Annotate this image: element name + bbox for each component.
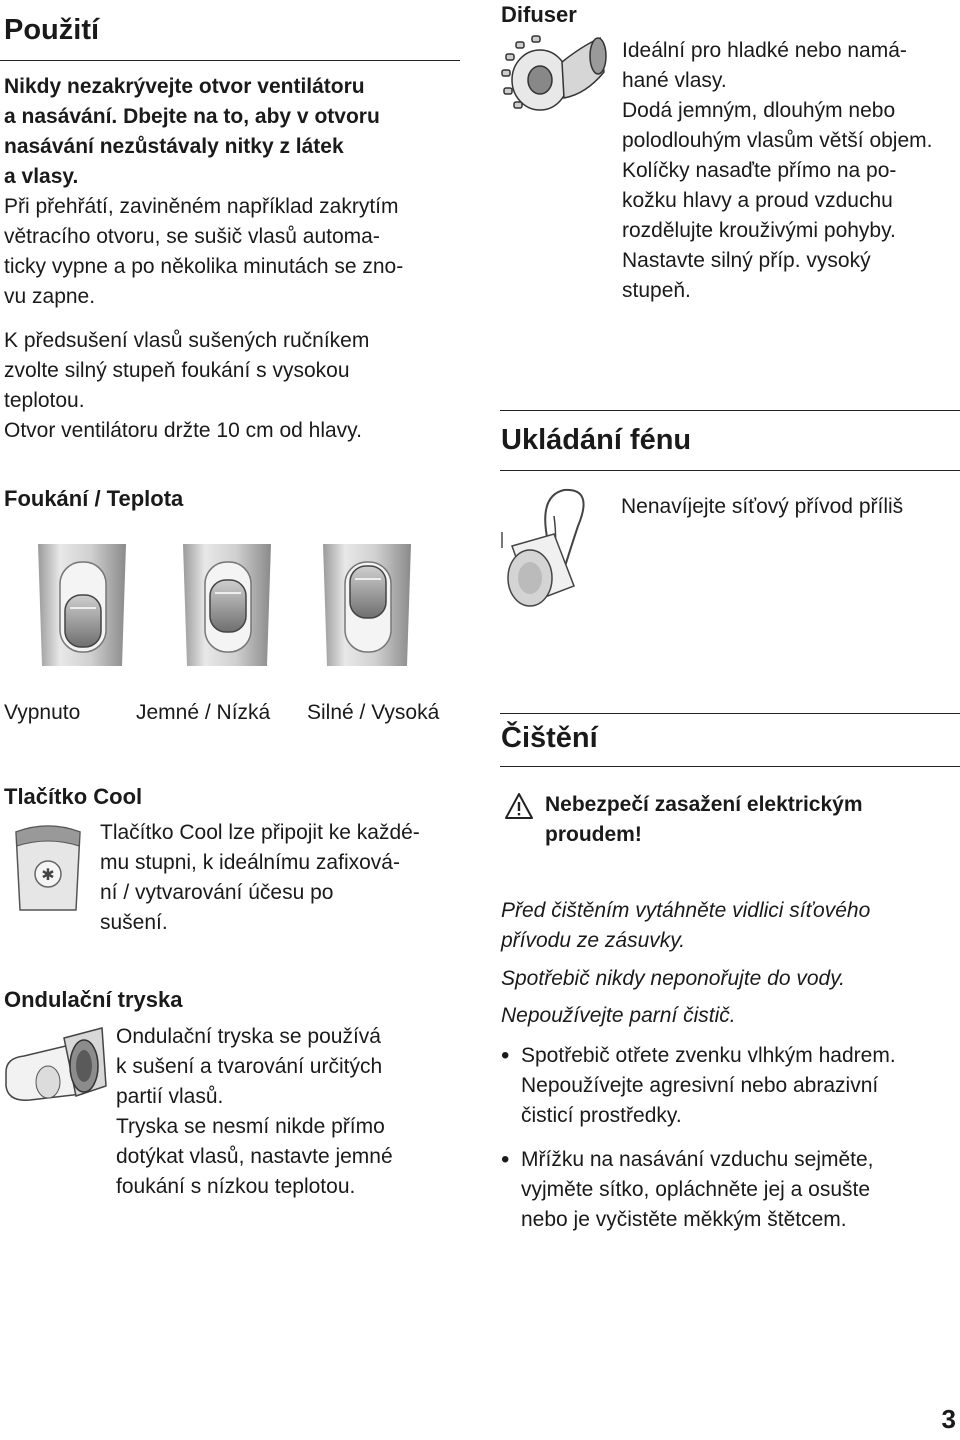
divider [500,470,960,471]
nozzle-description [116,1022,466,1202]
text-line: Otvor ventilátoru držte 10 cm od hlavy. [4,419,362,442]
text-line: rozdělujte krouživými pohyby. [622,219,896,242]
usage-warning [4,72,464,446]
divider [500,766,960,767]
text-line: proudem! [545,823,642,846]
text-line: Nepoužívejte parní čistič. [501,1004,736,1027]
divider [500,713,960,714]
text-line: zvolte silný stupeň foukání s vysokou [4,359,350,382]
switch-label-off: Vypnuto [4,701,81,724]
divider [500,410,960,411]
storage-icon [498,486,616,616]
text-line: Nastavte silný příp. vysoký [622,249,871,272]
text-line: K předsušení vlasů sušených ručníkem [4,329,370,352]
switch-illustrations [30,540,430,670]
divider [0,60,460,61]
section-title-cleaning: Čištění [501,722,598,754]
text-line: Dodá jemným, dlouhým nebo [622,99,896,122]
text-line: a nasávání. Dbejte na to, aby v otvoru [4,105,380,128]
diffuser-description [622,36,958,306]
switch-low-icon [183,544,271,666]
storage-text: Nenavíjejte síťový přívod příliš [621,495,904,518]
text-line: teplotou. [4,389,85,412]
page-number: 3 [941,1404,956,1434]
text-line: hané vlasy. [622,69,727,92]
text-line: Kolíčky nasaďte přímo na po- [622,159,897,182]
blow-temp-heading: Foukání / Teplota [4,486,184,511]
text-line: kožku hlavy a proud vzduchu [622,189,893,212]
danger-warning [545,790,955,850]
diffuser-heading: Difuser [501,2,577,27]
switch-off-icon [38,544,126,666]
text-line: Nebezpečí zasažení elektrickým [545,793,863,816]
text-line: Při přehřátí, zaviněném například zakrytím [4,195,399,218]
text-line: Tryska se nesmí nikde přímo [116,1115,385,1138]
text-line: ní / vytvarování účesu po [100,881,334,904]
text-line: a vlasy. [4,165,79,188]
warning-triangle-icon [504,792,534,820]
text-line: ticky vypne a po několika minutách se zno- [4,255,404,278]
list-item [501,1041,957,1131]
cool-button-icon [12,822,84,914]
text-line: vyjměte sítko, opláchněte jej a osušte [521,1178,871,1201]
text-line: • Spotřebič otřete zvenku vlhkým hadrem. [521,1044,896,1067]
text-line: čisticí prostředky. [521,1104,682,1127]
text-line: přívodu ze zásuvky. [501,929,686,952]
section-title-storage: Ukládání fénu [501,424,692,456]
text-line: • Mřížku na nasávání vzduchu sejměte, [521,1148,874,1171]
text-line: Spotřebič nikdy neponořujte do vody. [501,967,845,990]
text-line: Nikdy nezakrývejte otvor ventilátoru [4,75,365,98]
text-line: Nepoužívejte agresivní nebo abrazivní [521,1074,879,1097]
section-title-usage: Použití [4,14,100,46]
svg-text:✱: ✱ [41,865,55,884]
text-line: Tlačítko Cool lze připojit ke každé- [100,821,420,844]
text-line: Před čištěním vytáhněte vidlici síťového [501,899,871,922]
text-line: větracího otvoru, se sušič vlasů automa- [4,225,380,248]
switch-label-low: Jemné / Nízká [136,701,271,724]
cleaning-bullets [501,1041,957,1235]
switch-label-high: Silné / Vysoká [307,701,440,724]
cool-heading: Tlačítko Cool [4,784,143,809]
nozzle-heading: Ondulační tryska [4,987,183,1012]
cleaning-instructions [501,896,957,1249]
text-line: vu zapne. [4,285,96,308]
text-line: mu stupni, k ideálnímu zafixová- [100,851,400,874]
text-line: dotýkat vlasů, nastavte jemné [116,1145,393,1168]
nozzle-icon [4,1024,110,1110]
diffuser-icon [500,32,612,116]
text-line: partií vlasů. [116,1085,224,1108]
list-item [501,1145,957,1235]
text-line: polodlouhým vlasům větší objem. [622,129,933,152]
text-line: k sušení a tvarování určitých [116,1055,383,1078]
cool-description [100,818,460,938]
text-line: foukání s nízkou teplotou. [116,1175,356,1198]
text-line: nebo je vyčistěte měkkým štětcem. [521,1208,847,1231]
text-line: stupeň. [622,279,691,302]
text-line: nasávání nezůstávaly nitky z látek [4,135,344,158]
switch-high-icon [323,544,411,666]
text-line: Ideální pro hladké nebo namá- [622,39,907,62]
text-line: Ondulační tryska se používá [116,1025,381,1048]
text-line: sušení. [100,911,168,934]
